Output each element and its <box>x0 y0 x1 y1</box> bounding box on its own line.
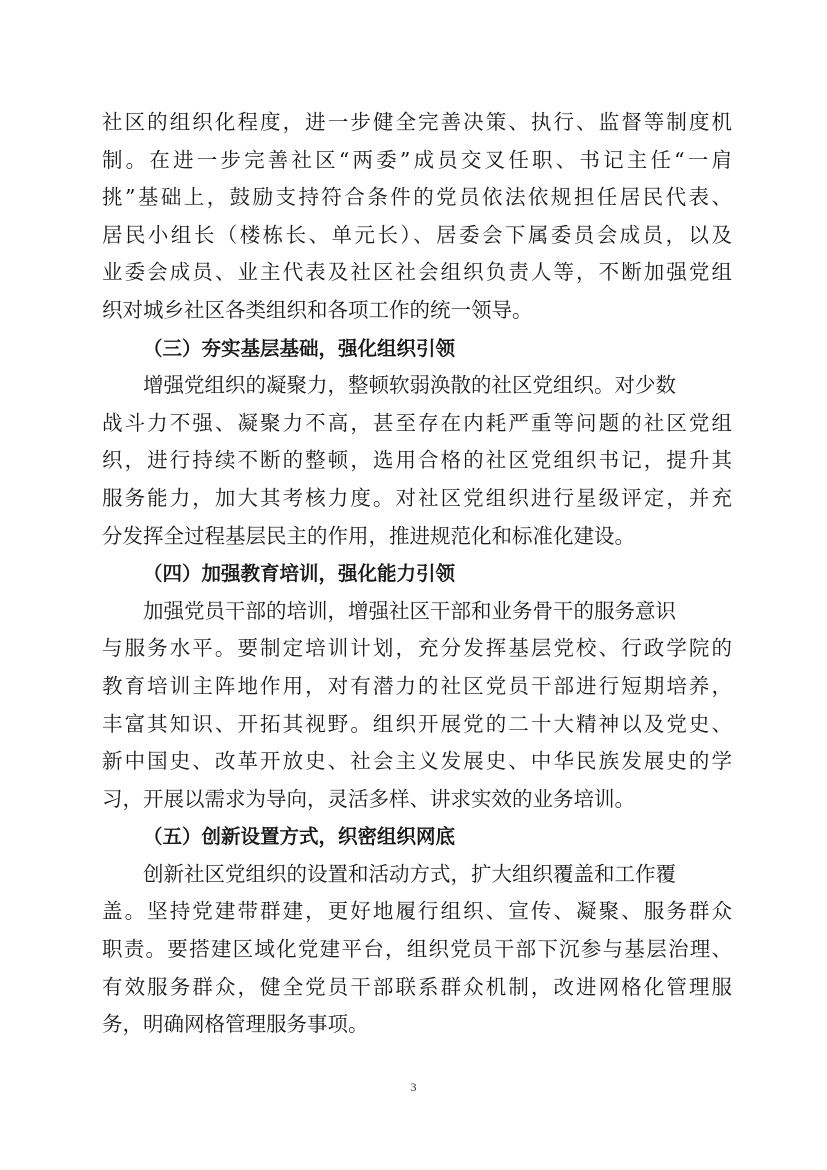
section-heading: （四）加强教育培训，强化能力引领 <box>143 562 456 586</box>
section-heading: （五）创新设置方式，织密组织网底 <box>143 825 456 849</box>
paragraph-line: 居民小组长（楼栋长、单元长）、居委会下属委员会成员，以及 <box>102 222 732 247</box>
page-number: 3 <box>410 1080 417 1094</box>
paragraph-line: 新中国史、改革开放史、社会主义发展史、中华民族发展史的学 <box>102 749 732 774</box>
paragraph-line: 与服务水平。要制定培训计划，充分发挥基层党校、行政学院的 <box>102 636 732 661</box>
paragraph-line: 教育培训主阵地作用，对有潜力的社区党员干部进行短期培养， <box>102 673 732 698</box>
paragraph-line: 挑”基础上，鼓励支持符合条件的党员依法依规担任居民代表、 <box>102 185 732 210</box>
document-body <box>102 104 732 1044</box>
paragraph-line: 制。在进一步完善社区“两委”成员交叉任职、书记主任“一肩 <box>102 147 732 172</box>
paragraph-line: 服务能力，加大其考核力度。对社区党组织进行星级评定，并充 <box>102 485 732 510</box>
paragraph-line: 业委会成员、业主代表及社区社会组织负责人等，不断加强党组 <box>102 260 732 285</box>
paragraph-line: 盖。坚持党建带群建，更好地履行组织、宣传、凝聚、服务群众 <box>102 899 732 924</box>
paragraph-line: 织，进行持续不断的整顿，选用合格的社区党组织书记，提升其 <box>102 448 732 473</box>
section-heading: （三）夯实基层基础，强化组织引领 <box>143 336 456 360</box>
paragraph-line: 战斗力不强、凝聚力不高，甚至存在内耗严重等问题的社区党组 <box>102 410 732 435</box>
paragraph-line: 织对城乡社区各类组织和各项工作的统一领导。 <box>102 297 533 322</box>
paragraph-line: 职责。要搭建区域化党建平台，组织党员干部下沉参与基层治理、 <box>102 937 732 962</box>
paragraph-line: 创新社区党组织的设置和活动方式，扩大组织覆盖和工作覆 <box>143 861 676 886</box>
paragraph-line: 增强党组织的凝聚力，整顿软弱涣散的社区党组织。对少数 <box>143 373 676 398</box>
paragraph-line: 习，开展以需求为导向，灵活多样、讲求实效的业务培训。 <box>102 786 635 811</box>
paragraph-line: 务，明确网格管理服务事项。 <box>102 1012 369 1037</box>
paragraph-line: 有效服务群众，健全党员干部联系群众机制，改进网格化管理服 <box>102 974 732 999</box>
paragraph-line: 加强党员干部的培训，增强社区干部和业务骨干的服务意识 <box>143 598 676 623</box>
paragraph-line: 社区的组织化程度，进一步健全完善决策、执行、监督等制度机 <box>102 110 732 134</box>
paragraph-line: 丰富其知识、开拓其视野。组织开展党的二十大精神以及党史、 <box>102 711 732 736</box>
paragraph-line: 分发挥全过程基层民主的作用，推进规范化和标准化建设。 <box>102 523 635 548</box>
